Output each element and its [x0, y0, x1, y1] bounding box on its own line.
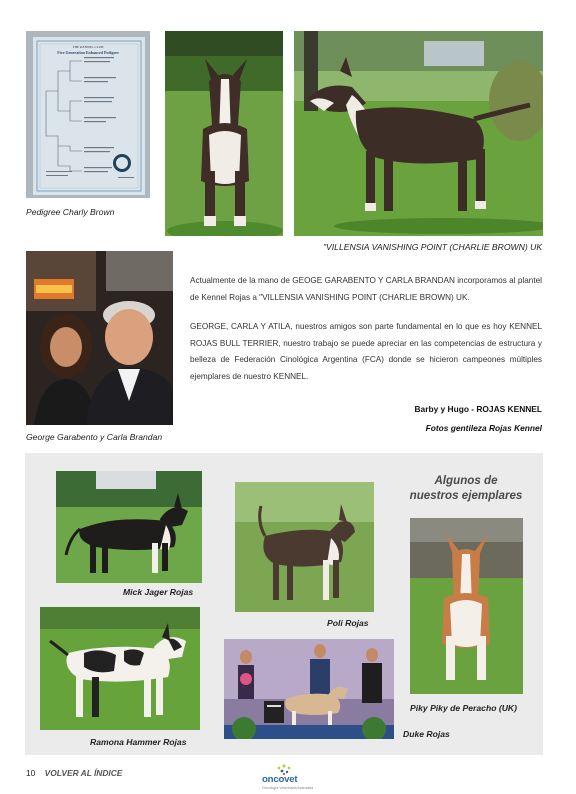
owners-caption: George Garabento y Carla Brandan	[26, 432, 163, 442]
dog-caption: Mick Jager Rojas	[123, 587, 194, 597]
article-paragraph: GEORGE, CARLA Y ATILA, nuestros amigos son parte fundamental en lo que es hoy KENNEL ROJAS BULL TERRIER, nuestro trabajo se puede apreciar en las competencias de estructura y belleza de Federación Cinológica Argentina (FCA) donde se hicieron campeones múltiples ejemplares de nuestro KENNEL.	[190, 322, 542, 381]
dog-caption: Ramona Hammer Rojas	[90, 737, 187, 747]
charlie-front-photo	[165, 31, 283, 236]
dog-photo-piky-piky	[410, 518, 523, 694]
dog-caption: Piky Piky de Peracho (UK)	[410, 703, 517, 713]
pedigree-club-name: THE KENNEL CLUB	[72, 45, 104, 49]
dog-photo-ramona-hammer	[40, 607, 200, 730]
dog-photo-mick-jager	[56, 471, 202, 583]
page-number: 10	[26, 768, 36, 778]
dog-photo-duke	[224, 639, 394, 739]
owners-photo	[26, 251, 173, 425]
dog-caption: Poli Rojas	[327, 618, 369, 628]
back-to-index-link[interactable]: VOLVER AL ÍNDICE	[44, 768, 123, 778]
photo-credit: Fotos gentileza Rojas Kennel	[425, 423, 542, 433]
charlie-side-photo	[294, 31, 543, 236]
dog-photo-poli	[235, 482, 374, 612]
article-body	[190, 273, 542, 399]
logo-wordmark: oncovet	[262, 774, 298, 785]
gallery-title-line: Algunos de	[434, 474, 498, 487]
pedigree-title: Five Generation Enhanced Pedigree	[57, 50, 119, 55]
page-footer	[26, 768, 122, 778]
article-paragraph: Actualmente de la mano de GEOGE GARABENTO Y CARLA BRANDAN incorporamos al plantel de Kennel Rojas a "VILLENSIA VANISHING POINT (CHARLIE BROWN) UK.	[190, 276, 542, 302]
logo-tagline: Oncología Veterinaria Avanzada	[262, 786, 314, 790]
pedigree-photo	[26, 31, 150, 198]
gallery-title-line: nuestros ejemplares	[409, 488, 523, 502]
charlie-caption: "VILLENSIA VANISHING POINT (CHARLIE BROWN) UK	[323, 242, 543, 252]
dog-caption: Duke Rojas	[403, 729, 450, 739]
gallery-title	[400, 474, 532, 503]
article-author: Barby y Hugo - ROJAS KENNEL	[414, 404, 542, 414]
pedigree-caption: Pedigree Charly Brown	[26, 207, 115, 217]
